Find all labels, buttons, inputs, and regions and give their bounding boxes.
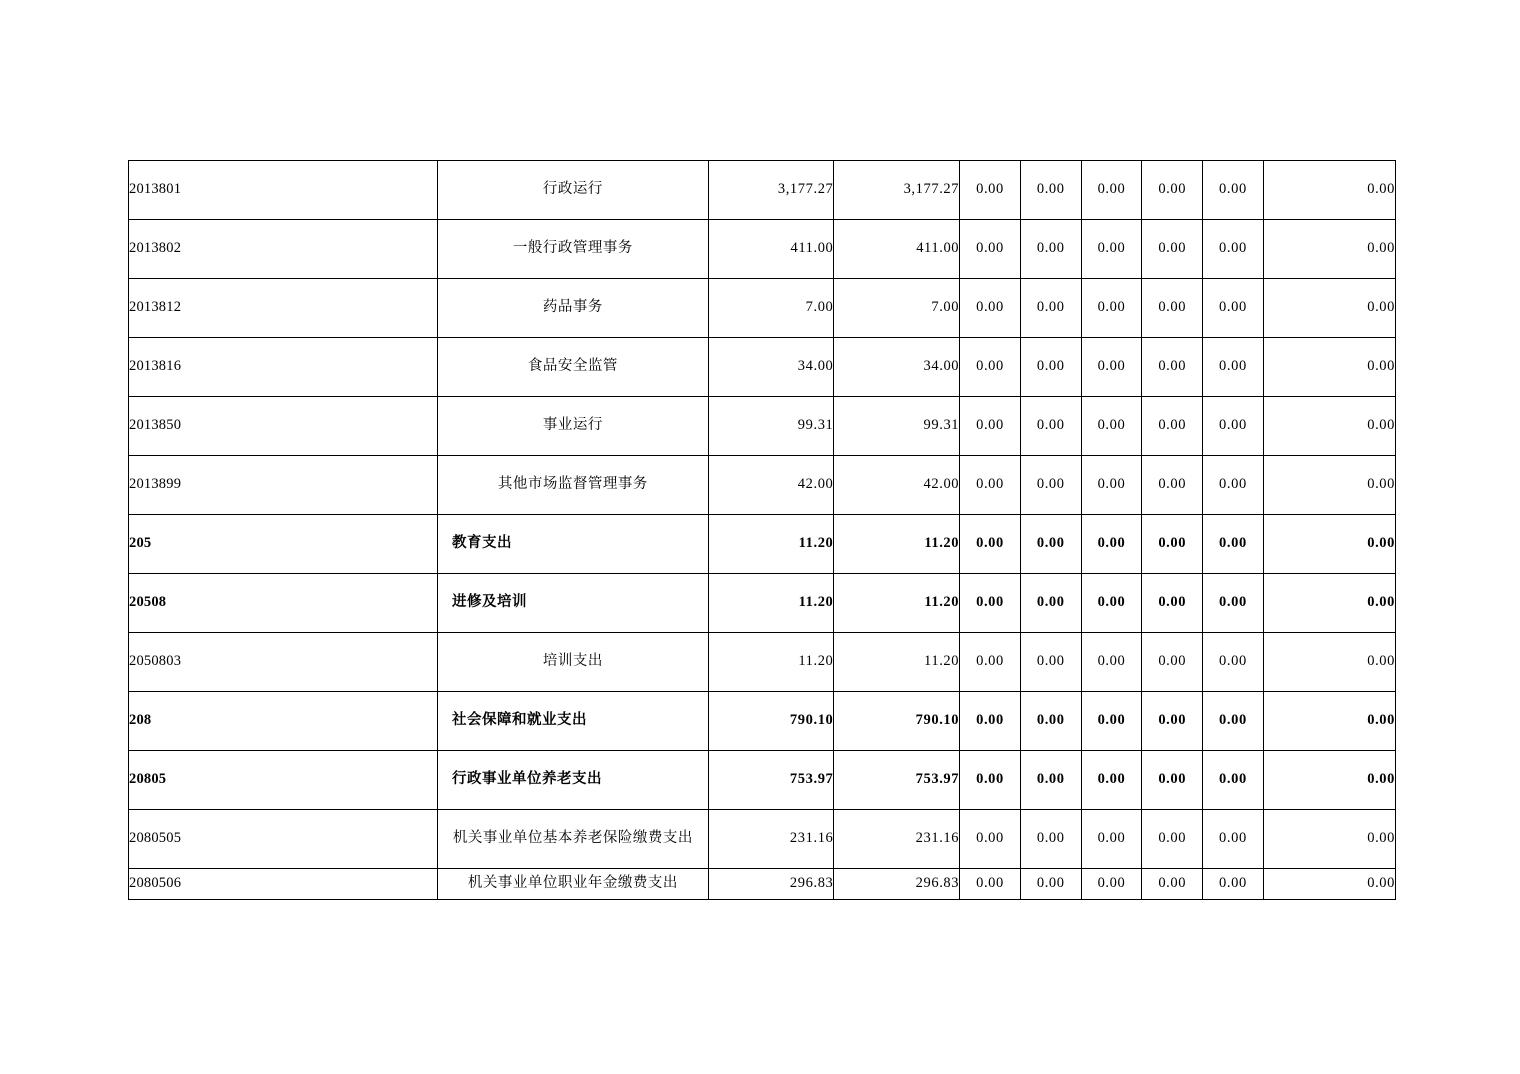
table-row	[129, 810, 1396, 869]
cell-code: 2080505	[129, 810, 438, 869]
cell-amount-last: 0.00	[1263, 633, 1395, 692]
cell-name: 培训支出	[438, 633, 709, 692]
cell-name: 药品事务	[438, 279, 709, 338]
cell-zero-z1: 0.00	[960, 751, 1021, 810]
cell-amount-last: 0.00	[1263, 751, 1395, 810]
cell-zero-z1: 0.00	[960, 869, 1021, 900]
cell-amount-total: 99.31	[708, 397, 834, 456]
cell-amount-sub: 99.31	[834, 397, 960, 456]
cell-amount-sub: 34.00	[834, 338, 960, 397]
cell-zero-z3: 0.00	[1081, 574, 1142, 633]
budget-table-body	[129, 161, 1396, 900]
cell-amount-last: 0.00	[1263, 810, 1395, 869]
cell-amount-total: 296.83	[708, 869, 834, 900]
cell-amount-last: 0.00	[1263, 279, 1395, 338]
cell-name: 机关事业单位基本养老保险缴费支出	[438, 810, 709, 869]
cell-amount-last: 0.00	[1263, 456, 1395, 515]
cell-zero-z3: 0.00	[1081, 810, 1142, 869]
cell-amount-last: 0.00	[1263, 515, 1395, 574]
cell-zero-z2: 0.00	[1020, 161, 1081, 220]
cell-zero-z5: 0.00	[1203, 633, 1264, 692]
cell-name: 教育支出	[438, 515, 709, 574]
cell-amount-sub: 7.00	[834, 279, 960, 338]
cell-name: 食品安全监管	[438, 338, 709, 397]
cell-zero-z3: 0.00	[1081, 279, 1142, 338]
cell-zero-z5: 0.00	[1203, 220, 1264, 279]
cell-amount-sub: 11.20	[834, 574, 960, 633]
cell-zero-z2: 0.00	[1020, 633, 1081, 692]
cell-zero-z4: 0.00	[1142, 574, 1203, 633]
cell-amount-total: 3,177.27	[708, 161, 834, 220]
cell-zero-z4: 0.00	[1142, 515, 1203, 574]
cell-amount-total: 790.10	[708, 692, 834, 751]
cell-name: 一般行政管理事务	[438, 220, 709, 279]
cell-zero-z2: 0.00	[1020, 220, 1081, 279]
cell-zero-z5: 0.00	[1203, 515, 1264, 574]
cell-zero-z5: 0.00	[1203, 751, 1264, 810]
cell-zero-z4: 0.00	[1142, 633, 1203, 692]
cell-code: 2013899	[129, 456, 438, 515]
cell-zero-z1: 0.00	[960, 456, 1021, 515]
cell-zero-z1: 0.00	[960, 397, 1021, 456]
cell-amount-sub: 296.83	[834, 869, 960, 900]
cell-zero-z2: 0.00	[1020, 279, 1081, 338]
cell-amount-total: 231.16	[708, 810, 834, 869]
cell-amount-total: 11.20	[708, 515, 834, 574]
cell-zero-z2: 0.00	[1020, 574, 1081, 633]
cell-amount-last: 0.00	[1263, 869, 1395, 900]
cell-zero-z2: 0.00	[1020, 456, 1081, 515]
cell-zero-z5: 0.00	[1203, 161, 1264, 220]
cell-amount-total: 11.20	[708, 633, 834, 692]
cell-amount-sub: 11.20	[834, 515, 960, 574]
cell-code: 2013812	[129, 279, 438, 338]
cell-amount-sub: 11.20	[834, 633, 960, 692]
cell-zero-z4: 0.00	[1142, 397, 1203, 456]
cell-zero-z4: 0.00	[1142, 220, 1203, 279]
cell-zero-z1: 0.00	[960, 161, 1021, 220]
cell-amount-total: 411.00	[708, 220, 834, 279]
budget-table	[128, 160, 1396, 900]
cell-amount-sub: 231.16	[834, 810, 960, 869]
cell-zero-z3: 0.00	[1081, 751, 1142, 810]
table-row	[129, 397, 1396, 456]
cell-code: 2013850	[129, 397, 438, 456]
cell-zero-z4: 0.00	[1142, 279, 1203, 338]
cell-amount-total: 11.20	[708, 574, 834, 633]
table-row	[129, 574, 1396, 633]
cell-zero-z5: 0.00	[1203, 692, 1264, 751]
cell-zero-z3: 0.00	[1081, 456, 1142, 515]
cell-name: 社会保障和就业支出	[438, 692, 709, 751]
cell-name: 其他市场监督管理事务	[438, 456, 709, 515]
cell-zero-z3: 0.00	[1081, 515, 1142, 574]
cell-code: 20805	[129, 751, 438, 810]
cell-zero-z5: 0.00	[1203, 279, 1264, 338]
cell-code: 20508	[129, 574, 438, 633]
cell-code: 2013801	[129, 161, 438, 220]
cell-amount-sub: 3,177.27	[834, 161, 960, 220]
cell-zero-z1: 0.00	[960, 515, 1021, 574]
table-row	[129, 515, 1396, 574]
cell-zero-z4: 0.00	[1142, 751, 1203, 810]
cell-zero-z4: 0.00	[1142, 692, 1203, 751]
cell-zero-z5: 0.00	[1203, 869, 1264, 900]
cell-zero-z4: 0.00	[1142, 161, 1203, 220]
cell-amount-total: 7.00	[708, 279, 834, 338]
cell-code: 2050803	[129, 633, 438, 692]
cell-zero-z3: 0.00	[1081, 692, 1142, 751]
cell-zero-z3: 0.00	[1081, 161, 1142, 220]
cell-zero-z3: 0.00	[1081, 220, 1142, 279]
budget-table-container	[128, 160, 1396, 900]
cell-zero-z2: 0.00	[1020, 751, 1081, 810]
table-row	[129, 692, 1396, 751]
cell-amount-sub: 42.00	[834, 456, 960, 515]
cell-amount-sub: 411.00	[834, 220, 960, 279]
cell-amount-total: 42.00	[708, 456, 834, 515]
cell-zero-z2: 0.00	[1020, 869, 1081, 900]
cell-name: 事业运行	[438, 397, 709, 456]
cell-amount-last: 0.00	[1263, 574, 1395, 633]
cell-amount-sub: 753.97	[834, 751, 960, 810]
cell-amount-total: 34.00	[708, 338, 834, 397]
cell-zero-z2: 0.00	[1020, 515, 1081, 574]
cell-zero-z2: 0.00	[1020, 338, 1081, 397]
cell-zero-z1: 0.00	[960, 574, 1021, 633]
cell-name: 行政事业单位养老支出	[438, 751, 709, 810]
cell-zero-z4: 0.00	[1142, 810, 1203, 869]
cell-zero-z5: 0.00	[1203, 338, 1264, 397]
cell-zero-z3: 0.00	[1081, 633, 1142, 692]
cell-code: 2013802	[129, 220, 438, 279]
cell-zero-z1: 0.00	[960, 692, 1021, 751]
cell-amount-last: 0.00	[1263, 161, 1395, 220]
cell-zero-z3: 0.00	[1081, 397, 1142, 456]
cell-amount-last: 0.00	[1263, 220, 1395, 279]
cell-amount-total: 753.97	[708, 751, 834, 810]
cell-zero-z2: 0.00	[1020, 810, 1081, 869]
cell-zero-z1: 0.00	[960, 220, 1021, 279]
table-row	[129, 220, 1396, 279]
cell-zero-z5: 0.00	[1203, 397, 1264, 456]
cell-zero-z3: 0.00	[1081, 869, 1142, 900]
table-row	[129, 633, 1396, 692]
table-row	[129, 456, 1396, 515]
cell-zero-z4: 0.00	[1142, 338, 1203, 397]
cell-zero-z5: 0.00	[1203, 456, 1264, 515]
cell-amount-last: 0.00	[1263, 692, 1395, 751]
cell-zero-z1: 0.00	[960, 810, 1021, 869]
cell-amount-last: 0.00	[1263, 397, 1395, 456]
cell-name: 机关事业单位职业年金缴费支出	[438, 869, 709, 900]
cell-code: 2080506	[129, 869, 438, 900]
cell-code: 205	[129, 515, 438, 574]
cell-zero-z2: 0.00	[1020, 397, 1081, 456]
cell-name: 进修及培训	[438, 574, 709, 633]
cell-zero-z1: 0.00	[960, 279, 1021, 338]
cell-amount-last: 0.00	[1263, 338, 1395, 397]
cell-name: 行政运行	[438, 161, 709, 220]
cell-amount-sub: 790.10	[834, 692, 960, 751]
cell-code: 208	[129, 692, 438, 751]
cell-zero-z4: 0.00	[1142, 869, 1203, 900]
cell-zero-z5: 0.00	[1203, 574, 1264, 633]
cell-zero-z1: 0.00	[960, 633, 1021, 692]
cell-zero-z3: 0.00	[1081, 338, 1142, 397]
cell-zero-z1: 0.00	[960, 338, 1021, 397]
cell-zero-z2: 0.00	[1020, 692, 1081, 751]
cell-zero-z4: 0.00	[1142, 456, 1203, 515]
table-row	[129, 279, 1396, 338]
table-row	[129, 869, 1396, 900]
cell-zero-z5: 0.00	[1203, 810, 1264, 869]
table-row	[129, 161, 1396, 220]
table-row	[129, 751, 1396, 810]
table-row	[129, 338, 1396, 397]
cell-code: 2013816	[129, 338, 438, 397]
